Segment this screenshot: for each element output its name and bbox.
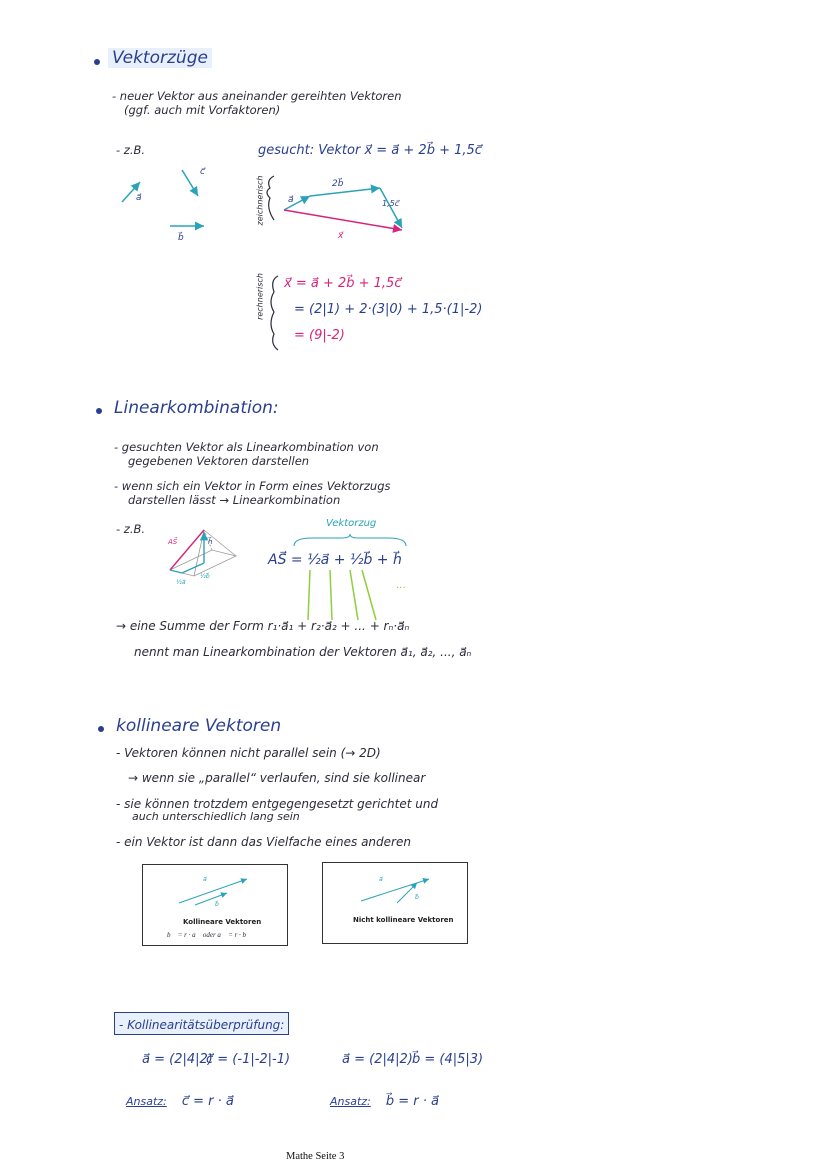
box2-a-label: a⃗ (379, 876, 383, 883)
calc-line1 (284, 276, 401, 291)
box1-formula: b⃗ = r · a⃗ oder a⃗ = r · b⃗ (167, 931, 252, 939)
vektorzug-label: Vektorzug (326, 518, 377, 529)
pyr-half-b-label: ½b⃗ (200, 573, 210, 580)
ansatz-left-formula: c⃗ = r · a⃗ (181, 1094, 234, 1109)
heading-kollinear: kollineare Vektoren (116, 716, 282, 736)
vz-zb: - z.B. (116, 143, 146, 157)
lk-line2a: - wenn sich ein Vektor in Form eines Vektorzugs (114, 479, 391, 493)
bullet-vektorzuege (94, 59, 100, 65)
lk-sum-line: → eine Summe der Form r₁·a⃗₁ + r₂·a⃗₂ + ... + rₙ·a⃗ₙ (116, 619, 410, 633)
zeichnerisch-drawing (262, 168, 422, 243)
lk-line2b: darstellen lässt → Linearkombination (128, 493, 341, 507)
lk-line1b: gegebenen Vektoren darstellen (128, 454, 310, 468)
kollinear-box (142, 864, 288, 946)
green-lines (296, 568, 386, 624)
lk-line1a: - gesuchten Vektor als Linearkombination von (114, 440, 379, 454)
given-c-label: c⃗ (200, 167, 205, 177)
vz-desc-line1: - neuer Vektor aus aneinander gereihten Vektoren (112, 89, 402, 103)
pruefung-vec-a2: a⃗ = (2|4|2) (342, 1052, 413, 1067)
pruefung-vec-b: b⃗ = (4|5|3) (412, 1052, 484, 1067)
nicht-kollinear-box (322, 862, 468, 944)
pyr-half-a-label: ½a⃗ (176, 579, 186, 586)
kv-line1: - Vektoren können nicht parallel sein (→ 2D) (116, 746, 381, 760)
bullet-linearkombination (96, 408, 102, 414)
lk-nennt-line: nennt man Linearkombination der Vektoren a⃗₁, a⃗₂, ..., a⃗ₙ (134, 645, 472, 659)
pyr-AS-label: AS⃗ (168, 538, 178, 546)
kv-line2: → wenn sie „parallel“ verlaufen, sind sie kollinear (128, 771, 426, 785)
lk-zb: - z.B. (116, 522, 146, 536)
heading-linearkombination: Linearkombination: (114, 398, 279, 418)
calc-line1-text: x⃗ = a⃗ + 2b⃗ + 1,5c⃗ (284, 276, 402, 291)
ansatz-left (126, 1090, 234, 1109)
draw-2b-label: 2b⃗ (332, 179, 344, 189)
heading-vektorzuege: Vektorzüge (108, 48, 212, 68)
box1-title: Kollineare Vektoren (183, 918, 262, 926)
vektorzug-brace (292, 534, 408, 548)
pyramid-sketch (164, 526, 246, 586)
pruefung-vec-a1: a⃗ = (2|4|2) (142, 1052, 213, 1067)
lk-dots: ... (396, 580, 406, 591)
draw-15c-label: 1,5c⃗ (382, 199, 400, 208)
zeichnerisch-label: zeichnerisch (255, 175, 265, 226)
vz-desc-line2: (ggf. auch mit Vorfaktoren) (124, 103, 281, 117)
bullet-kollinear (98, 726, 104, 732)
rechnerisch-brace (264, 272, 284, 352)
nicht-kollinear-arrows (357, 871, 437, 905)
calc-line2: = (2|1) + 2·(3|0) + 1,5·(1|-2) (294, 302, 483, 317)
ansatz-right-formula: b⃗ = r · a⃗ (385, 1094, 439, 1109)
given-vectors-sketch (110, 160, 230, 245)
rechnerisch-label: rechnerisch (255, 273, 265, 320)
given-a-label: a⃗ (136, 193, 142, 203)
box2-b-label: b⃗ (415, 894, 419, 901)
kv-line3a: - sie können trotzdem entgegengesetzt gerichtet und (116, 797, 439, 811)
draw-a-label: a⃗ (288, 195, 294, 205)
kollinear-arrows (175, 873, 255, 907)
draw-x-label: x⃗ (338, 231, 344, 241)
vz-gesucht: gesucht: Vektor x⃗ = a⃗ + 2b⃗ + 1,5c⃗ (258, 143, 482, 158)
lk-formula: AS⃗ = ½a⃗ + ½b⃗ + h⃗ (268, 552, 402, 568)
box1-a-label: a⃗ (203, 876, 207, 883)
ansatz-right (330, 1090, 439, 1109)
given-b-label: b⃗ (178, 233, 184, 243)
calc-line3: = (9|-2) (294, 328, 345, 343)
page-footer: Mathe Seite 3 (286, 1151, 345, 1162)
ansatz-right-label: Ansatz: (330, 1095, 371, 1108)
pyr-h-label: h⃗ (208, 538, 213, 546)
pruefung-vec-c: c⃗ = (-1|-2|-1) (206, 1052, 291, 1067)
box1-b-label: b⃗ (215, 901, 219, 907)
kv-line3b: auch unterschiedlich lang sein (132, 810, 300, 823)
kv-line4: - ein Vektor ist dann das Vielfache eines anderen (116, 835, 411, 849)
box2-title: Nicht kollineare Vektoren (353, 916, 454, 924)
ansatz-left-label: Ansatz: (126, 1095, 167, 1108)
pruefung-heading: - Kollinearitätsüberprüfung: (119, 1018, 285, 1032)
pruefung-heading-box (114, 1012, 289, 1035)
